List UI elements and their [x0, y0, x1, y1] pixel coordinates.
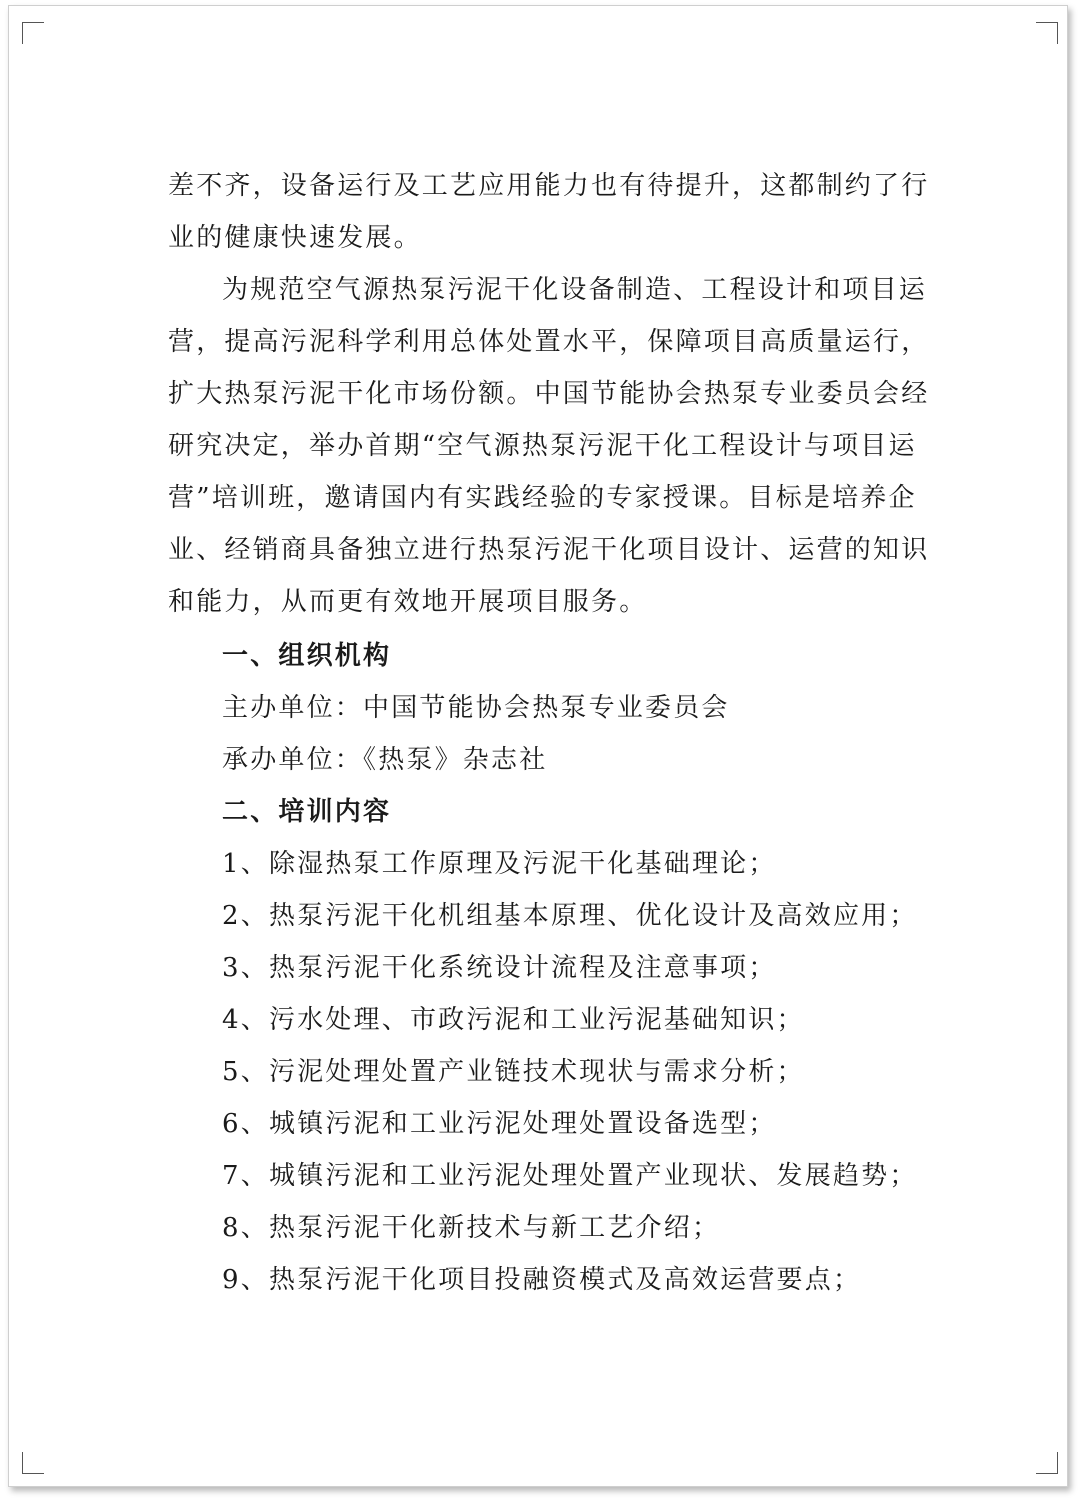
- list-item: 2、热泵污泥干化机组基本原理、优化设计及高效应用；: [222, 901, 918, 931]
- section-heading-organization: 一、组织机构: [222, 641, 392, 671]
- crop-mark-top-right-h: [1036, 22, 1058, 23]
- list-item: 4、污水处理、市政污泥和工业污泥基础知识；: [222, 1005, 805, 1035]
- paragraph-line: 扩大热泵污泥干化市场份额。中国节能协会热泵专业委员会经: [168, 379, 930, 409]
- list-item: 7、城镇污泥和工业污泥处理处置产业现状、发展趋势；: [222, 1161, 918, 1191]
- co-organizer-line: 承办单位：《热泵》杂志社: [222, 745, 548, 775]
- crop-mark-bottom-right-v: [1057, 1452, 1058, 1474]
- list-item: 8、热泵污泥干化新技术与新工艺介绍；: [222, 1213, 721, 1243]
- crop-mark-top-left-v: [22, 22, 23, 44]
- paragraph-line: 差不齐，设备运行及工艺应用能力也有待提升，这都制约了行: [168, 171, 930, 201]
- paragraph-line: 研究决定，举办首期“空气源热泵污泥干化工程设计与项目运: [168, 431, 917, 461]
- organizer-line: 主办单位：中国节能协会热泵专业委员会: [222, 693, 730, 723]
- crop-mark-bottom-left-v: [22, 1452, 23, 1474]
- list-item: 5、污泥处理处置产业链技术现状与需求分析；: [222, 1057, 805, 1087]
- list-item: 9、热泵污泥干化项目投融资模式及高效运营要点；: [222, 1265, 862, 1295]
- list-item: 1、除湿热泵工作原理及污泥干化基础理论；: [222, 849, 777, 879]
- crop-mark-bottom-left-h: [22, 1473, 44, 1474]
- paragraph-line: 业的健康快速发展。: [168, 223, 422, 253]
- list-item: 6、城镇污泥和工业污泥处理处置设备选型；: [222, 1109, 777, 1139]
- list-item: 3、热泵污泥干化系统设计流程及注意事项；: [222, 953, 777, 983]
- crop-mark-top-right-v: [1057, 22, 1058, 44]
- crop-mark-bottom-right-h: [1036, 1473, 1058, 1474]
- paragraph-line: 营”培训班，邀请国内有实践经验的专家授课。目标是培养企: [168, 483, 917, 513]
- paragraph-line: 和能力，从而更有效地开展项目服务。: [168, 587, 648, 617]
- paragraph-line: 业、经销商具备独立进行热泵污泥干化项目设计、运营的知识: [168, 535, 930, 565]
- paragraph-line: 为规范空气源热泵污泥干化设备制造、工程设计和项目运: [222, 275, 928, 305]
- section-heading-training-content: 二、培训内容: [222, 797, 392, 827]
- paragraph-line: 营，提高污泥科学利用总体处置水平，保障项目高质量运行，: [168, 327, 930, 357]
- crop-mark-top-left-h: [22, 22, 44, 23]
